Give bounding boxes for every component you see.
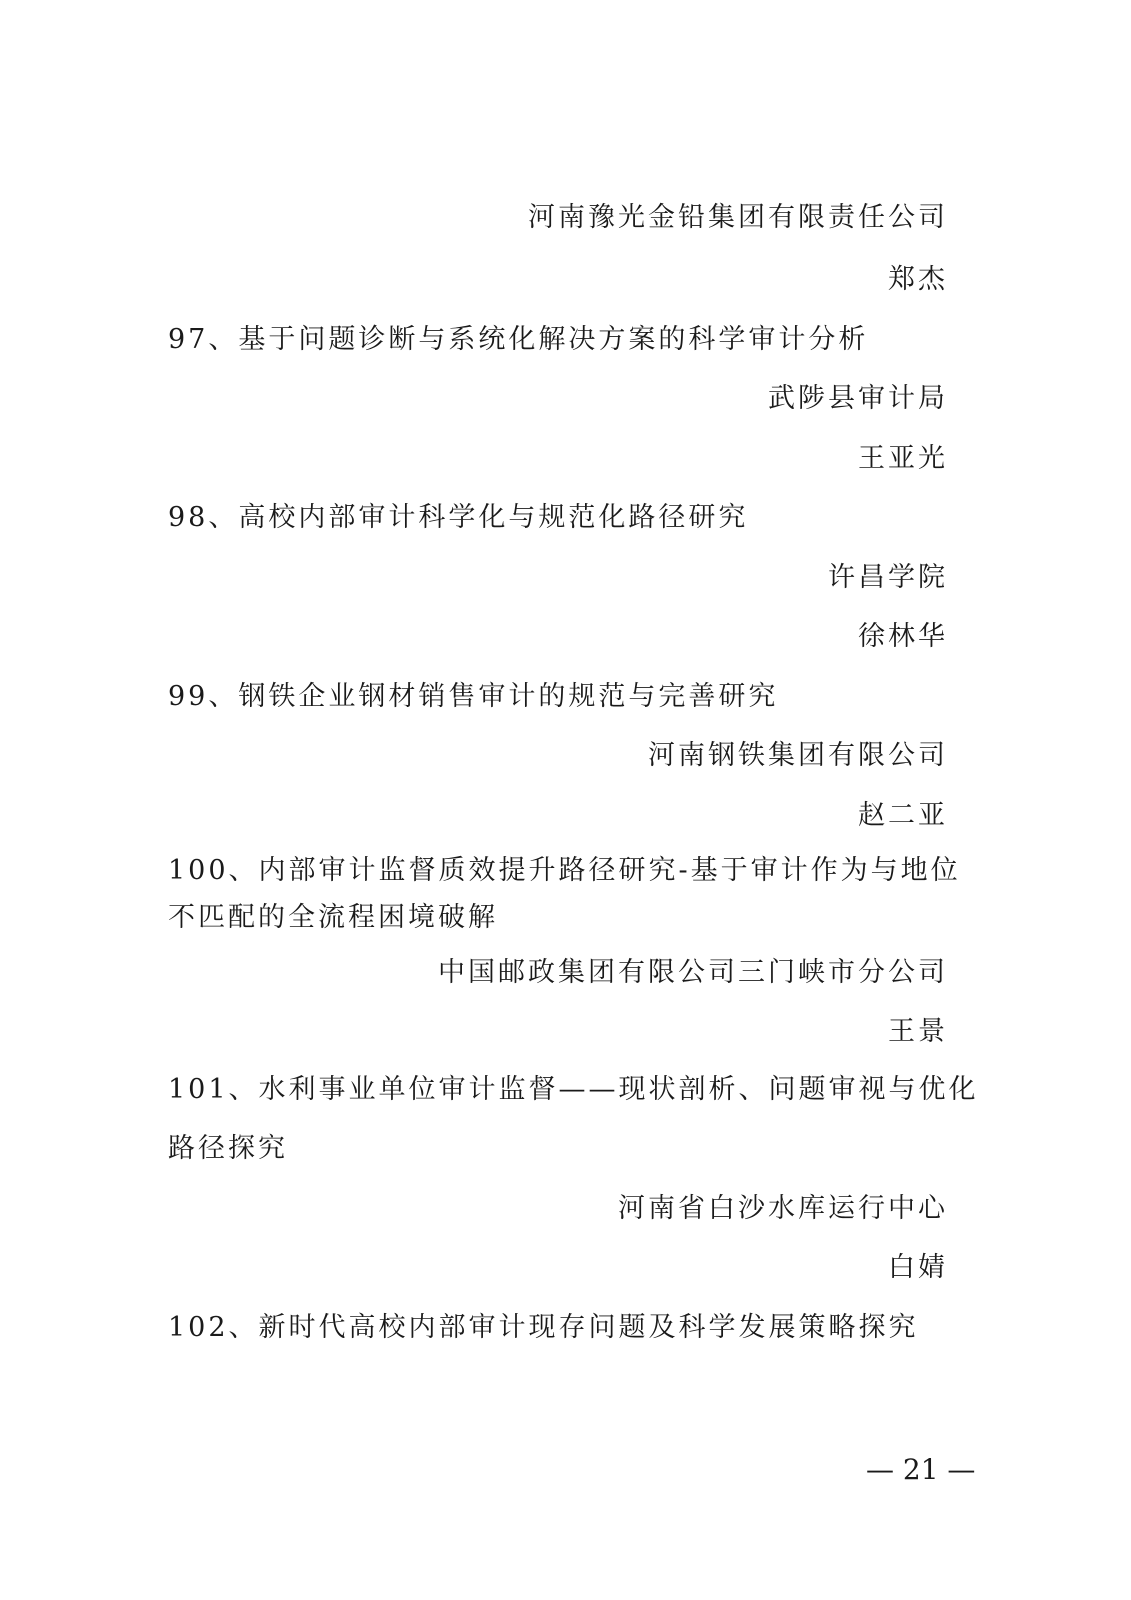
entry-title-101: 101、水利事业单位审计监督——现状剖析、问题审视与优化 bbox=[168, 1074, 979, 1105]
author-line: 白婧 bbox=[888, 1252, 948, 1283]
entry-title-102: 102、新时代高校内部审计现存问题及科学发展策略探究 bbox=[168, 1312, 919, 1343]
affiliation-line: 武陟县审计局 bbox=[768, 383, 948, 414]
entry-title-100-cont: 不匹配的全流程困境破解 bbox=[168, 902, 498, 933]
author-line: 赵二亚 bbox=[858, 800, 948, 831]
author-line: 王亚光 bbox=[858, 443, 948, 474]
author-line: 王景 bbox=[888, 1016, 948, 1047]
affiliation-line: 河南省白沙水库运行中心 bbox=[618, 1193, 948, 1224]
author-line: 徐林华 bbox=[858, 621, 948, 652]
author-line: 郑杰 bbox=[888, 264, 948, 295]
entry-title-98: 98、高校内部审计科学化与规范化路径研究 bbox=[168, 502, 749, 533]
entry-title-100: 100、内部审计监督质效提升路径研究-基于审计作为与地位 bbox=[168, 855, 961, 886]
entry-title-97: 97、基于问题诊断与系统化解决方案的科学审计分析 bbox=[168, 324, 869, 355]
affiliation-line: 中国邮政集团有限公司三门峡市分公司 bbox=[438, 957, 948, 988]
affiliation-line: 许昌学院 bbox=[828, 562, 948, 593]
entry-title-101-cont: 路径探究 bbox=[168, 1133, 288, 1164]
affiliation-line: 河南豫光金铅集团有限责任公司 bbox=[528, 202, 948, 233]
affiliation-line: 河南钢铁集团有限公司 bbox=[648, 740, 948, 771]
entry-title-99: 99、钢铁企业钢材销售审计的规范与完善研究 bbox=[168, 681, 779, 712]
page-number: — 21 — bbox=[866, 1453, 976, 1486]
